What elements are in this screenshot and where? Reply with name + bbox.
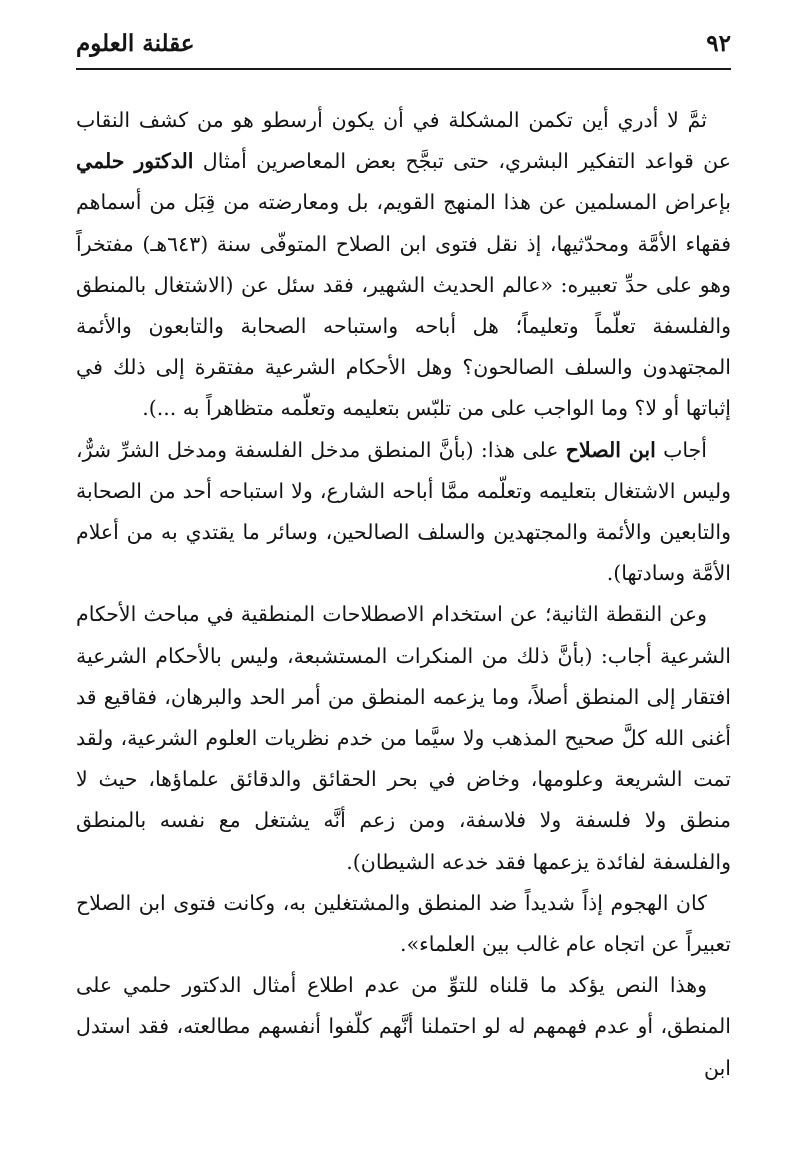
text-segment: بإعراض المسلمين عن هذا المنهج القويم، بل ومعارضته من قِبَل من أسماهم فقهاء الأمَّة ومحدّثيها، إذ نقل فتوى ابن الصلاح المتوفّى سنة (٦٤٣هـ) مفتخراً وهو على حدِّ تعبيره: «عالم الحديث الشهير، فقد سئل عن (الاشتغال بالمنطق والفلسفة تعلّماً وتعليماً؛ هل أباحه واستباحه الصحابة والتابعون والأئمة المجتهدون والسلف الصالحون؟ وهل الأحكام الشرعية مفتقرة إلى ذلك في إثباتها أو لا؟ وما الواجب على من تلبّس بتعليمه وتعلّمه متظاهراً به ...). [76,190,731,421]
bold-name: ابن الصلاح [565,437,656,462]
book-title: عقلنة العلوم [76,30,195,57]
paragraph-1 [76,100,731,430]
paragraph-3 [76,594,731,882]
text-segment: وعن النقطة الثانية؛ عن استخدام الاصطلاحات المنطقية في مباحث الأحكام الشرعية أجاب: (بأنَّ ذلك من المنكرات المستشبعة، وليس بالأحكام الشرعية افتقار إلى المنطق أصلاً، وما يزعمه المنطق من أمر الحد والبرهان، فقاقيع قد أغنى الله كلَّ صحيح المذهب ولا سيَّما من خدم نظريات العلوم الشرعية، ولقد تمت الشريعة وعلومها، وخاض في بحر الحقائق والدقائق علماؤها، حيث لا منطق ولا فلسفة ولا فلاسفة، ومن زعم أنَّه يشتغل مع نفسه بالمنطق والفلسفة لفائدة يزعمها فقد خدعه الشيطان). [76,602,731,874]
page-header [76,28,731,70]
paragraph-5 [76,965,731,1089]
bold-name: الدكتور حلمي [76,149,194,174]
body-text [76,100,731,1089]
page-number: ٩٢ [706,30,731,57]
text-segment: كان الهجوم إذاً شديداً ضد المنطق والمشتغلين به، وكانت فتوى ابن الصلاح تعبيراً عن اتجاه عام غالب بين العلماء». [76,890,731,957]
text-segment: ثمَّ لا أدري أين تكمن المشكلة في أن يكون أرسطو هو من كشف النقاب عن قواعد التفكير البشري، حتى تبجَّح بعض المعاصرين أمثال [76,108,731,174]
paragraph-2 [76,430,731,595]
text-segment: أجاب [655,437,707,462]
paragraph-4 [76,883,731,965]
text-segment: وهذا النص يؤكد ما قلناه للتوِّ من عدم اطلاع أمثال الدكتور حلمي على المنطق، أو عدم فهمهم له لو احتملنا أنَّهم كلّفوا أنفسهم مطالعته، فقد استدل ابن [76,973,731,1080]
text-segment: على هذا: (بأنَّ المنطق مدخل الفلسفة ومدخل الشرِّ شرٌّ، وليس الاشتغال بتعليمه وتعلّمه ممَّا أباحه الشارع، ولا استباحه أحد من الصحابة والتابعين والأئمة والمجتهدين والسلف الصالحين، وسائر ما يقتدي به من أعلام الأمَّة وسادتها). [76,437,731,586]
